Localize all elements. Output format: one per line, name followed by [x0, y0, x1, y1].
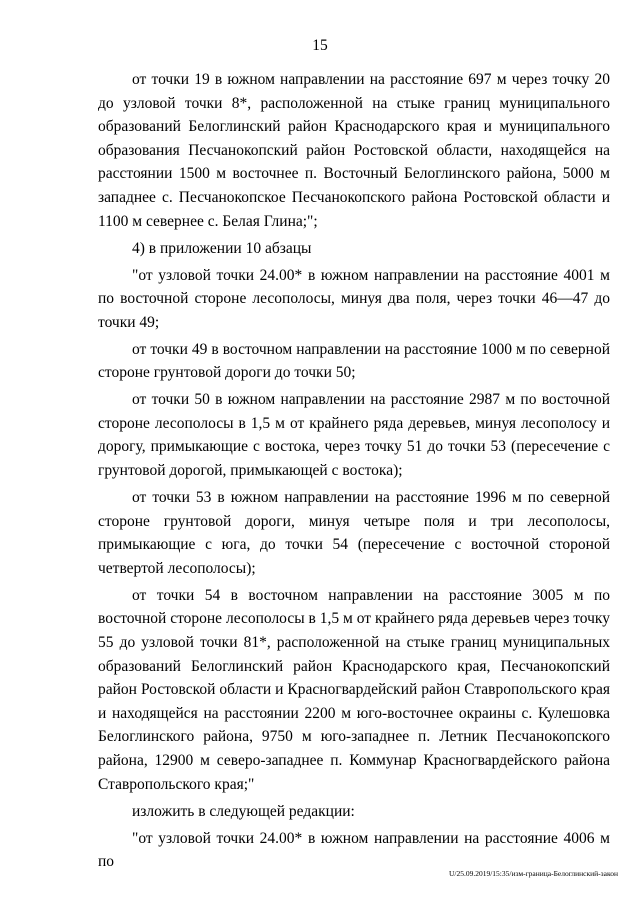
- footer-file-reference: U/25.09.2019/15:35/изм-граница-Белоглинский-закон: [448, 869, 618, 878]
- paragraph: от точки 19 в южном направлении на расстояние 697 м через точку 20 до узловой точки 8*, расположенной на стыке границ муниципального образований Белоглинский район Краснодарского края и муниципального образования Песчанокопский район Ростовской области, находящейся на расстоянии 1500 м восточнее п. Восточный Белоглинского района, 5000 м западнее с. Песчанокопское Песчанокопского района Ростовской области и 1100 м севернее с. Белая Глина;";: [98, 71, 610, 230]
- paragraph: 4) в приложении 10 абзацы: [132, 239, 312, 257]
- page-number: 15: [312, 37, 328, 54]
- paragraph: "от узловой точки 24.00* в южном направлении на расстояние 4006 м по: [98, 829, 610, 871]
- paragraph: от точки 50 в южном направлении на расстояние 2987 м по восточной стороне лесополосы в 1,5 м от крайнего ряда деревьев, минуя лесополосу и дорогу, примыкающие с востока, через точку 51 до точки 53 (пересечение с грунтовой дорогой, примыкающей с востока);: [98, 391, 610, 480]
- paragraph: "от узловой точки 24.00* в южном направлении на расстояние 4001 м по восточной стороне лесополосы, минуя два поля, через точки 46—47 до точки 49;: [98, 266, 610, 331]
- paragraph: от точки 49 в восточном направлении на расстояние 1000 м по северной стороне грунтовой дороги до точки 50;: [98, 340, 610, 382]
- paragraph: изложить в следующей редакции:: [132, 802, 355, 820]
- document-body: [98, 68, 610, 877]
- paragraph: от точки 54 в восточном направлении на расстояние 3005 м по восточной стороне лесополосы в 1,5 м от крайнего ряда деревьев через точку 55 до узловой точки 81*, расположенной на стыке границ муниципальных образований Белоглинский район Краснодарского края, Песчанокопский район Ростовской области и Красногвардейский район Ставропольского края и находящейся на расстоянии 2200 м юго-восточнее окраины с. Кулешовка Белоглинского района, 9750 м юго-западнее п. Летник Песчанокопского района, 12900 м северо-западнее п. Коммунар Красногвардейского района Ставропольского края;": [98, 586, 610, 793]
- paragraph: от точки 53 в южном направлении на расстояние 1996 м по северной стороне грунтовой дороги, минуя четыре поля и три лесополосы, примыкающие с юга, до точки 54 (пересечение с восточной стороной четвертой лесополосы);: [98, 489, 610, 577]
